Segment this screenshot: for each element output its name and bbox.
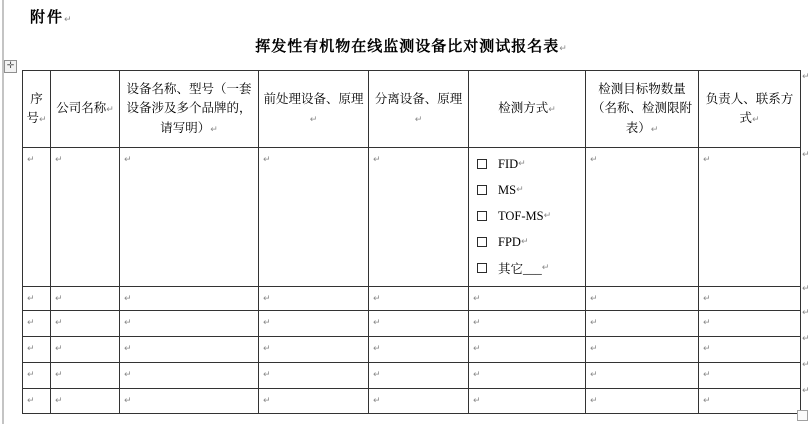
pilcrow-mark: ↵ — [590, 344, 598, 354]
row-end-mark: ↵ — [802, 72, 810, 82]
cell-target-count[interactable] — [586, 389, 699, 414]
checkbox-icon[interactable] — [477, 159, 487, 169]
page-title-text: 挥发性有机物在线监测设备比对测试报名表 — [255, 39, 560, 55]
pilcrow-mark: ↵ — [590, 396, 598, 406]
checkbox-label: FID — [498, 156, 519, 171]
registration-form-table — [22, 70, 801, 414]
cell-detection-method-options[interactable] — [469, 148, 586, 287]
cell-target-count[interactable] — [586, 287, 699, 311]
row-end-mark: ↵ — [802, 150, 810, 160]
header-text: 检测目标物数量（名称、检测限附表） — [591, 81, 692, 135]
attachment-label — [30, 6, 72, 27]
header-cell-detection-method[interactable] — [469, 71, 586, 148]
pilcrow-mark: ↵ — [590, 318, 598, 328]
cell-device-name-model[interactable] — [120, 311, 259, 337]
pilcrow-mark: ↵ — [650, 124, 659, 135]
pilcrow-mark: ↵ — [124, 294, 132, 304]
header-cell-target-count[interactable] — [586, 71, 699, 148]
header-text: 分离设备、原理 — [374, 91, 463, 106]
cell-device-name-model[interactable] — [120, 287, 259, 311]
table-move-handle[interactable] — [4, 60, 17, 73]
pilcrow-mark: ↵ — [55, 318, 63, 328]
cell-detection-method[interactable] — [469, 311, 586, 337]
header-cell-separation-device[interactable] — [369, 71, 469, 148]
pilcrow-mark: ↵ — [263, 396, 271, 406]
pilcrow-mark: ↵ — [373, 370, 381, 380]
pilcrow-mark: ↵ — [703, 318, 711, 328]
header-cell-device-name-model[interactable] — [120, 71, 259, 148]
pilcrow-mark: ↵ — [373, 344, 381, 354]
cell-separation-device[interactable] — [369, 389, 469, 414]
pilcrow-mark: ↵ — [473, 344, 481, 354]
pilcrow-mark: ↵ — [124, 344, 132, 354]
pilcrow-mark: ↵ — [373, 155, 381, 165]
header-text: 负责人、联系方式 — [705, 91, 794, 125]
cell-contact[interactable] — [699, 287, 801, 311]
pilcrow-mark: ↵ — [473, 294, 481, 304]
table-resize-handle[interactable] — [797, 410, 808, 421]
pilcrow-mark: ↵ — [520, 237, 529, 247]
pilcrow-mark: ↵ — [309, 115, 318, 125]
pilcrow-mark: ↵ — [27, 155, 35, 165]
pilcrow-mark: ↵ — [751, 115, 760, 125]
pilcrow-mark: ↵ — [703, 396, 711, 406]
checkbox-icon[interactable] — [477, 237, 487, 247]
cell-company-name[interactable] — [51, 363, 120, 389]
cell-contact[interactable] — [699, 311, 801, 337]
cell-serial-number[interactable] — [23, 311, 51, 337]
pilcrow-mark: ↵ — [590, 370, 598, 380]
pilcrow-mark: ↵ — [38, 115, 47, 125]
checkbox-label: MS — [498, 182, 517, 197]
pilcrow-mark: ↵ — [543, 211, 552, 221]
cell-contact[interactable] — [699, 389, 801, 414]
pilcrow-mark: ↵ — [414, 115, 423, 125]
cell-separation-device[interactable] — [369, 148, 469, 287]
cell-serial-number[interactable] — [23, 363, 51, 389]
attachment-text: 附件 — [30, 10, 65, 26]
pilcrow-mark: ↵ — [55, 155, 63, 165]
cell-serial-number[interactable] — [23, 287, 51, 311]
detection-option-ms — [477, 182, 585, 198]
row-end-mark: ↵ — [802, 360, 810, 370]
cell-contact[interactable] — [699, 337, 801, 363]
cell-device-name-model[interactable] — [120, 389, 259, 414]
cell-separation-device[interactable] — [369, 311, 469, 337]
cell-separation-device[interactable] — [369, 287, 469, 311]
cell-pretreatment-device[interactable] — [259, 337, 369, 363]
cell-company-name[interactable] — [51, 287, 120, 311]
cell-target-count[interactable] — [586, 363, 699, 389]
cell-device-name-model[interactable] — [120, 337, 259, 363]
pilcrow-mark: ↵ — [55, 344, 63, 354]
row-end-mark: ↵ — [802, 386, 810, 396]
pilcrow-mark: ↵ — [373, 396, 381, 406]
pilcrow-mark: ↵ — [263, 318, 271, 328]
pilcrow-mark: ↵ — [27, 370, 35, 380]
detection-option-fid — [477, 156, 585, 172]
data-row-5 — [23, 363, 801, 389]
checkbox-icon[interactable] — [477, 263, 487, 273]
data-row-4 — [23, 337, 801, 363]
row-end-mark: ↵ — [802, 308, 810, 318]
checkbox-label: 其它___ — [498, 262, 542, 276]
detection-option-other — [477, 260, 585, 276]
pilcrow-mark: ↵ — [703, 294, 711, 304]
cell-company-name[interactable] — [51, 148, 120, 287]
cell-pretreatment-device[interactable] — [259, 311, 369, 337]
pilcrow-mark: ↵ — [559, 44, 567, 54]
cell-detection-method[interactable] — [469, 287, 586, 311]
cell-company-name[interactable] — [51, 389, 120, 414]
pilcrow-mark: ↵ — [518, 159, 526, 169]
cell-serial-number[interactable] — [23, 337, 51, 363]
cell-detection-method[interactable] — [469, 363, 586, 389]
move-cross-icon: ✛ — [6, 61, 15, 71]
cell-serial-number[interactable] — [23, 389, 51, 414]
data-row-1 — [23, 148, 801, 287]
cell-company-name[interactable] — [51, 337, 120, 363]
cell-device-name-model[interactable] — [120, 363, 259, 389]
cell-pretreatment-device[interactable] — [259, 363, 369, 389]
pilcrow-mark: ↵ — [703, 344, 711, 354]
cell-contact[interactable] — [699, 363, 801, 389]
header-text: 前处理设备、原理 — [263, 91, 364, 106]
header-text: 设备名称、型号（一套设备涉及多个品牌的，请写明） — [126, 81, 252, 135]
pilcrow-mark: ↵ — [473, 396, 481, 406]
cell-device-name-model[interactable] — [120, 148, 259, 287]
header-cell-serial-number[interactable] — [23, 71, 51, 148]
pilcrow-mark: ↵ — [541, 263, 550, 273]
detection-option-tof-ms — [477, 208, 585, 224]
row-end-mark: ↵ — [802, 284, 810, 294]
pilcrow-mark: ↵ — [124, 396, 132, 406]
checkbox-label: FPD — [498, 234, 521, 249]
cell-company-name[interactable] — [51, 311, 120, 337]
checkbox-label: TOF-MS — [498, 208, 544, 223]
pilcrow-mark: ↵ — [263, 155, 271, 165]
header-cell-company-name[interactable] — [51, 71, 120, 148]
pilcrow-mark: ↵ — [27, 294, 35, 304]
header-cell-pretreatment-device[interactable] — [259, 71, 369, 148]
cell-target-count[interactable] — [586, 337, 699, 363]
page-title — [22, 35, 800, 56]
data-row-3 — [23, 311, 801, 337]
cell-pretreatment-device[interactable] — [259, 148, 369, 287]
pilcrow-mark: ↵ — [473, 370, 481, 380]
cell-pretreatment-device[interactable] — [259, 287, 369, 311]
cell-serial-number[interactable] — [23, 148, 51, 287]
detection-option-fpd — [477, 234, 585, 250]
cell-separation-device[interactable] — [369, 337, 469, 363]
pilcrow-mark: ↵ — [55, 396, 63, 406]
pilcrow-mark: ↵ — [27, 396, 35, 406]
pilcrow-mark: ↵ — [106, 105, 114, 116]
cell-detection-method[interactable] — [469, 389, 586, 414]
checkbox-icon[interactable] — [477, 211, 487, 221]
cell-pretreatment-device[interactable] — [259, 389, 369, 414]
data-row-2 — [23, 287, 801, 311]
pilcrow-mark: ↵ — [124, 370, 132, 380]
cell-detection-method[interactable] — [469, 337, 586, 363]
pilcrow-mark: ↵ — [590, 294, 598, 304]
pilcrow-mark: ↵ — [263, 294, 271, 304]
pilcrow-mark: ↵ — [590, 155, 598, 165]
cell-target-count[interactable] — [586, 148, 699, 287]
pilcrow-mark: ↵ — [55, 370, 63, 380]
pilcrow-mark: ↵ — [64, 15, 72, 25]
data-row-6 — [23, 389, 801, 414]
header-text: 公司名称 — [56, 101, 107, 116]
pilcrow-mark: ↵ — [55, 294, 63, 304]
pilcrow-mark: ↵ — [473, 318, 481, 328]
pilcrow-mark: ↵ — [210, 124, 218, 135]
pilcrow-mark: ↵ — [27, 344, 35, 354]
pilcrow-mark: ↵ — [27, 318, 35, 328]
pilcrow-mark: ↵ — [124, 318, 132, 328]
pilcrow-mark: ↵ — [263, 370, 271, 380]
cell-separation-device[interactable] — [369, 363, 469, 389]
header-text: 序号 — [26, 91, 43, 125]
checkbox-icon[interactable] — [477, 185, 487, 195]
pilcrow-mark: ↵ — [703, 370, 711, 380]
row-end-mark: ↵ — [802, 334, 810, 344]
header-row — [23, 71, 801, 148]
pilcrow-mark: ↵ — [548, 105, 556, 116]
pilcrow-mark: ↵ — [373, 318, 381, 328]
cell-target-count[interactable] — [586, 311, 699, 337]
header-text: 检测方式 — [498, 101, 549, 116]
cell-contact[interactable] — [699, 148, 801, 287]
header-cell-contact[interactable] — [699, 71, 801, 148]
pilcrow-mark: ↵ — [124, 155, 132, 165]
pilcrow-mark: ↵ — [703, 155, 711, 165]
pilcrow-mark: ↵ — [263, 344, 271, 354]
pilcrow-mark: ↵ — [373, 294, 381, 304]
pilcrow-mark: ↵ — [516, 185, 524, 195]
